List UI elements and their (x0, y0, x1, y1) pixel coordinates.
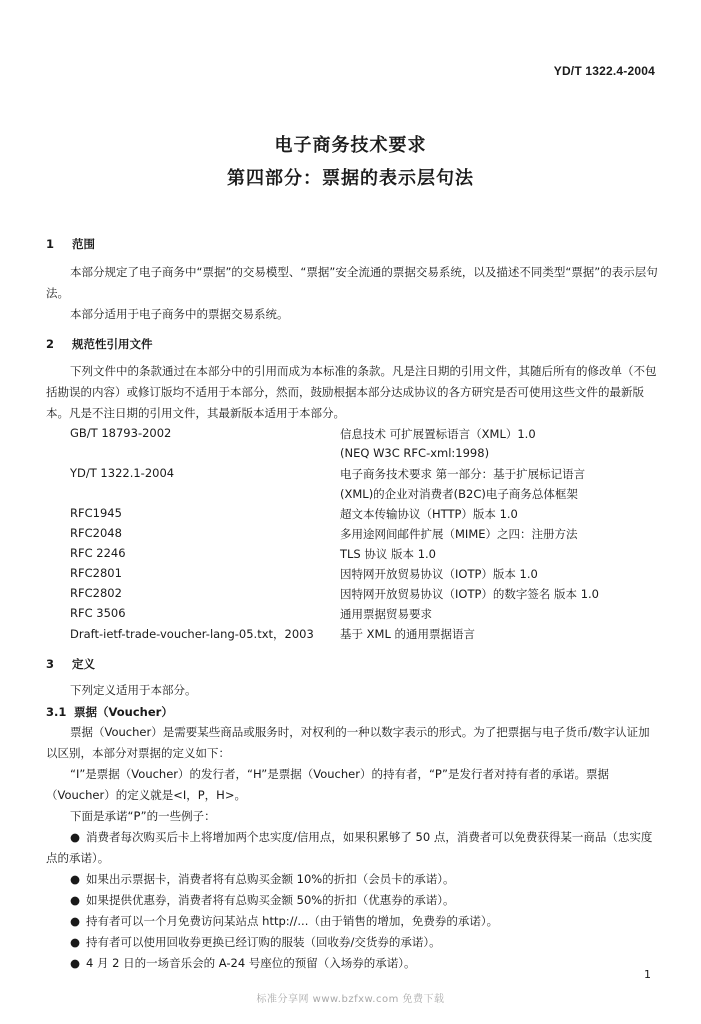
bullet-icon: ● (70, 956, 81, 970)
reference-title: 信息技术 可扩展置标语言（XML）1.0 (340, 427, 536, 441)
reference-id: RFC2048 (70, 526, 122, 540)
section-1-paragraph-2: 本部分适用于电子商务中的票据交易系统。 (70, 307, 289, 321)
reference-id: RFC 3506 (70, 606, 126, 620)
reference-title: 电子商务技术要求 第一部分：基于扩展标记语言 (340, 467, 586, 481)
section-2-heading (46, 336, 153, 352)
bullet-icon: ● (70, 872, 81, 886)
reference-title: 超文本传输协议（HTTP）版本 1.0 (340, 507, 518, 521)
reference-title: 基于 XML 的通用票据语言 (340, 627, 476, 641)
reference-title: 因特网开放贸易协议（IOTP）版本 1.0 (340, 567, 538, 581)
list-item (46, 827, 658, 869)
reference-title: 因特网开放贸易协议（IOTP）的数字签名 版本 1.0 (340, 587, 600, 601)
section-1-paragraph-1: 本部分规定了电子商务中“票据”的交易模型、“票据”安全流通的票据交易系统，以及描述不同类型“票据”的表示层句法。 (46, 265, 658, 300)
page-number: 1 (644, 968, 651, 981)
section-3-heading (46, 656, 95, 672)
bullet-icon: ● (70, 893, 81, 907)
document-title-line2: 第四部分：票据的表示层句法 (227, 168, 474, 189)
promise-examples-intro: 下面是承诺“P”的一些例子： (70, 809, 216, 823)
section-3-intro: 下列定义适用于本部分。 (70, 683, 197, 697)
section-title: 规范性引用文件 (72, 337, 153, 351)
bullet-icon: ● (70, 935, 81, 949)
list-item-text: 如果出示票据卡，消费者将有总购买金额 10%的折扣（会员卡的承诺）。 (86, 872, 455, 886)
reference-id: RFC1945 (70, 506, 122, 520)
reference-id: RFC 2246 (70, 546, 126, 560)
reference-title-cont: (XML)的企业对消费者(B2C)电子商务总体框架 (340, 487, 578, 501)
section-title: 定义 (72, 657, 95, 671)
section-title: 范围 (72, 237, 95, 251)
reference-id: GB/T 18793-2002 (70, 426, 172, 440)
list-item (46, 911, 658, 932)
list-item-text: 如果提供优惠券，消费者将有总购买金额 50%的折扣（优惠券的承诺）。 (86, 893, 455, 907)
list-item (46, 869, 658, 890)
section-3-1-heading (46, 704, 173, 720)
reference-id: RFC2802 (70, 586, 122, 600)
bullet-icon: ● (70, 914, 81, 928)
section-number: 3 (46, 657, 55, 671)
section-number: 2 (46, 337, 55, 351)
list-item (46, 953, 658, 974)
reference-title: TLS 协议 版本 1.0 (340, 547, 436, 561)
reference-id: RFC2801 (70, 566, 122, 580)
reference-id: YD/T 1322.1-2004 (70, 466, 175, 480)
document-title-line1: 电子商务技术要求 (274, 135, 427, 156)
list-item (46, 932, 658, 953)
subsection-title: 票据（Voucher） (74, 705, 173, 719)
voucher-parties-paragraph: “I”是票据（Voucher）的发行者，“H”是票据（Voucher）的持有者，“P”是发行者对持有者的承诺。票据（Voucher）的定义就是<I，P，H>。 (46, 767, 610, 802)
bullet-icon: ● (70, 830, 81, 844)
reference-title: 多用途网间邮件扩展（MIME）之四：注册方法 (340, 527, 578, 541)
reference-title-cont: (NEQ W3C RFC-xml:1998) (340, 446, 490, 460)
list-item-text: 持有者可以使用回收券更换已经订购的服装（回收券/交货券的承诺）。 (86, 935, 441, 949)
watermark: 标准分享网 www.bzfxw.com 免费下载 (256, 994, 445, 1005)
list-item-text: 消费者每次购买后卡上将增加两个忠实度/信用点，如果积累够了 50 点，消费者可以免费获得某一商品（忠实度点的承诺）。 (46, 830, 653, 865)
standard-code: YD/T 1322.4-2004 (553, 64, 655, 78)
list-item (46, 890, 658, 911)
section-2-intro: 下列文件中的条款通过在本部分中的引用而成为本标准的条款。凡是注日期的引用文件，其随后所有的修改单（不包括勘误的内容）或修订版均不适用于本部分，然而，鼓励根据本部分达成协议的各方研究是否可使用这些文件的最新版本。凡是不注日期的引用文件，其最新版本适用于本部分。 (46, 364, 657, 420)
reference-title: 通用票据贸易要求 (340, 607, 432, 621)
voucher-definition-paragraph: 票据（Voucher）是需要某些商品或服务时，对权利的一种以数字表示的形式。为了把票据与电子货币/数字认证加以区别，本部分对票据的定义如下： (46, 725, 650, 760)
section-1-heading (46, 236, 95, 252)
section-number: 1 (46, 237, 55, 251)
reference-id: Draft-ietf-trade-voucher-lang-05.txt，2003 (70, 627, 314, 641)
list-item-text: 4 月 2 日的一场音乐会的 A-24 号座位的预留（入场券的承诺）。 (86, 956, 416, 970)
list-item-text: 持有者可以一个月免费访问某站点 http://...（由于销售的增加，免费券的承诺）。 (86, 914, 499, 928)
subsection-number: 3.1 (46, 705, 67, 719)
